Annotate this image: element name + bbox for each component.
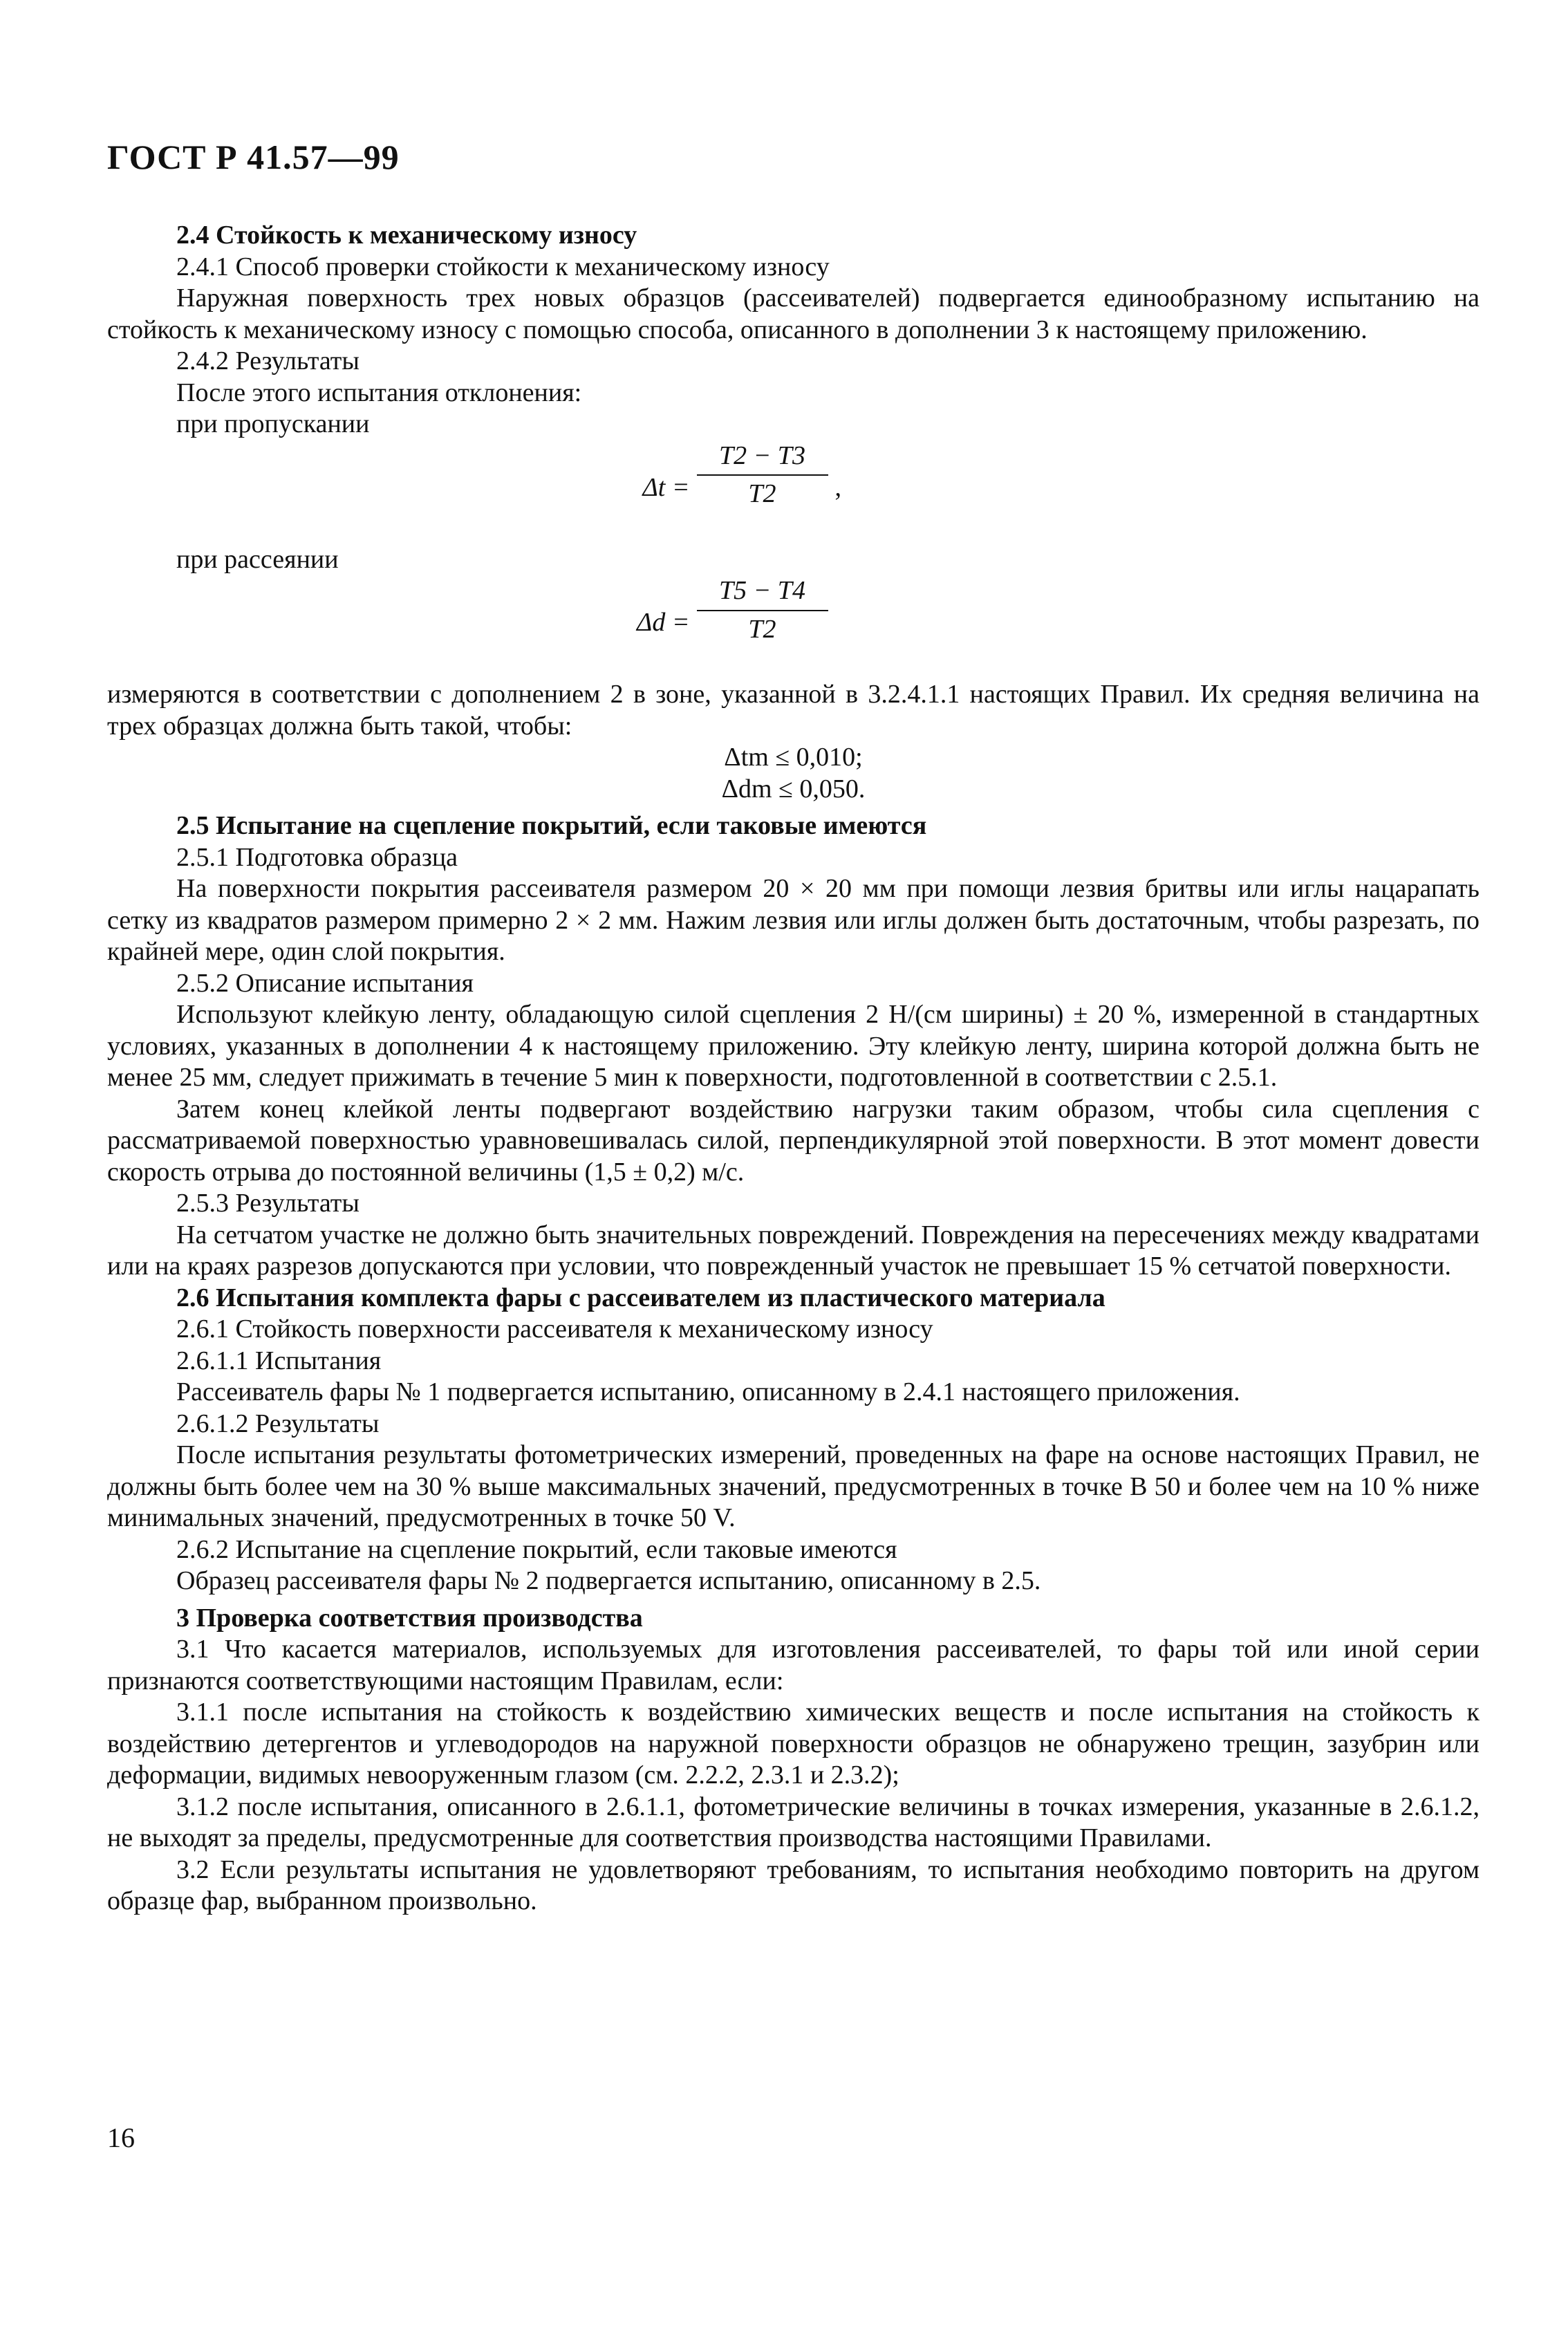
section-2-4-title: 2.4 Стойкость к механическому износу: [176, 221, 637, 250]
clause-2-6-1-2-text: После испытания результаты фотометрических измерений, проведенных на фаре на основе настоящих Правил, не должны быть более чем на 30 % выше максимальных значений, предусмотренных в точке B 50 и более чем на 10 % ниже минимальных значений, предусмотренных в точке 50 V.: [107, 1440, 1480, 1532]
clause-2-4-2-text-2: при пропускании: [176, 409, 370, 438]
inequality-delta-d-m: Δdm ≤ 0,050.: [721, 774, 866, 803]
clause-2-5-1-title: 2.5.1 Подготовка образца: [176, 842, 458, 872]
clause-2-4-2-title: 2.4.2 Результаты: [176, 346, 360, 375]
formula-delta-t: [107, 440, 1480, 544]
clause-2-4-2-text-3: при рассеянии: [176, 544, 339, 574]
formula-delta-d-fraction: [697, 575, 828, 645]
section-3-title: 3 Проверка соответствия производства: [176, 1603, 643, 1633]
clause-2-5-1-text: На поверхности покрытия рассеивателя размером 20 × 20 мм при помощи лезвия бритвы или иглы нацарапать сетку из квадратов размером примерно 2 × 2 мм. Нажим лезвия или иглы должен быть достаточным, чтобы разрезать, по крайней мере, один слой покрытия.: [107, 874, 1480, 966]
clause-2-4-2-text-1: После этого испытания отклонения:: [176, 378, 582, 407]
clause-2-4-1-title: 2.4.1 Способ проверки стойкости к механическому износу: [176, 252, 830, 281]
clause-2-5-2-text-1: Используют клейкую ленту, обладающую силой сцепления 2 Н/(см ширины) ± 20 %, измеренной в стандартных условиях, указанных в дополнении 4 к настоящему приложению. Эту клейкую ленту, ширина которой должна быть не менее 25 мм, следует прижимать в течение 5 мин к поверхности, подготовленной в соответствии с 2.5.1.: [107, 1000, 1480, 1092]
formula-delta-t-numerator: T2 − T3: [697, 440, 828, 476]
formula-delta-t-fraction: [697, 440, 828, 510]
section-2-5-title: 2.5 Испытание на сцепление покрытий, если таковые имеются: [176, 811, 927, 840]
document-body: [107, 220, 1480, 1917]
clause-3-1-text: 3.1 Что касается материалов, используемых для изготовления рассеивателей, то фары той или иной серии признаются соответствующими настоящим Правилам, если:: [107, 1635, 1480, 1695]
clause-3-1-2-text: 3.1.2 после испытания, описанного в 2.6.1.1, фотометрические величины в точках измерения, указанные в 2.6.1.2, не выходят за пределы, предусмотренные для соответствия производства настоящими Правилами.: [107, 1792, 1480, 1852]
clause-2-4-2-text-4: измеряются в соответствии с дополнением 2 в зоне, указанной в 3.2.4.1.1 настоящих Правил. Их средняя величина на трех образцах должна быть такой, чтобы:: [107, 680, 1480, 741]
clause-2-4-1-text: Наружная поверхность трех новых образцов (рассеивателей) подвергается единообразному испытанию на стойкость к механическому износу с помощью способа, описанного в дополнении 3 к настоящему приложению.: [107, 284, 1480, 344]
clause-2-6-2-title: 2.6.2 Испытание на сцепление покрытий, если таковые имеются: [176, 1534, 897, 1564]
clause-2-6-1-2-title: 2.6.1.2 Результаты: [176, 1409, 380, 1438]
clause-2-6-1-1-text: Рассеиватель фары № 1 подвергается испытанию, описанному в 2.4.1 настоящего приложения.: [176, 1377, 1240, 1406]
formula-delta-d-numerator: T5 − T4: [697, 575, 828, 611]
formula-delta-d-denominator: T2: [748, 614, 776, 644]
clause-3-2-text: 3.2 Если результаты испытания не удовлетворяют требованиям, то испытания необходимо повторить на другом образце фар, выбранном произвольно.: [107, 1855, 1480, 1915]
clause-2-6-1-title: 2.6.1 Стойкость поверхности рассеивателя к механическому износу: [176, 1314, 933, 1344]
clause-2-5-3-title: 2.5.3 Результаты: [176, 1189, 360, 1218]
section-2-6-title: 2.6 Испытания комплекта фары с рассеивателем из пластического материала: [176, 1283, 1105, 1312]
clause-2-5-3-text: На сетчатом участке не должно быть значительных повреждений. Повреждения на пересечениях между квадратами или на краях разрезов допускаются при условии, что поврежденный участок не превышает 15 % сетчатой поверхности.: [107, 1220, 1480, 1281]
clause-2-6-1-1-title: 2.6.1.1 Испытания: [176, 1346, 382, 1375]
clause-3-1-1-text: 3.1.1 после испытания на стойкость к воздействию химических веществ и после испытания на стойкость к воздействию детергентов и углеводородов на наружной поверхности образцов не обнаружено трещин, зазубрин или деформации, видимых невооруженным глазом (см. 2.2.2, 2.3.1 и 2.3.2);: [107, 1698, 1480, 1790]
formula-delta-t-comma: ,: [834, 472, 841, 502]
page-number: 16: [107, 2122, 135, 2153]
doc-code-header: ГОСТ Р 41.57—99: [107, 138, 400, 176]
formula-delta-t-denominator: T2: [748, 479, 776, 508]
formula-delta-t-lhs: Δt =: [642, 472, 690, 502]
formula-delta-d: [107, 575, 1480, 679]
clause-2-6-2-text: Образец рассеивателя фары № 2 подвергается испытанию, описанному в 2.5.: [176, 1566, 1041, 1595]
formula-delta-d-lhs: Δd =: [637, 608, 690, 637]
clause-2-5-2-title: 2.5.2 Описание испытания: [176, 968, 474, 998]
inequality-delta-t-m: Δtm ≤ 0,010;: [724, 743, 863, 772]
clause-2-5-2-text-2: Затем конец клейкой ленты подвергают воздействию нагрузки таким образом, чтобы сила сцепления с рассматриваемой поверхностью уравновешивалась силой, перпендикулярной этой поверхности. В этот момент довести скорость отрыва до постоянной величины (1,5 ± 0,2) м/с.: [107, 1094, 1480, 1187]
